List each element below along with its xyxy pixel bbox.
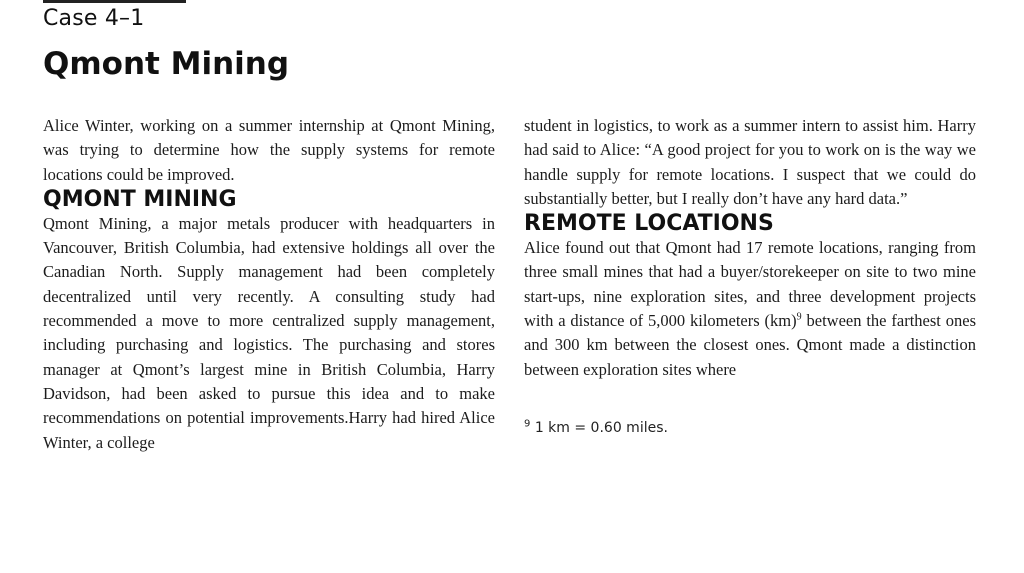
footnote	[524, 420, 976, 436]
section-heading-remote-locations: REMOTE LOCATIONS	[524, 211, 774, 237]
remote-locations-text-part2: between the farthest ones and 300 km between the closest ones. Qmont made a distinction between exploration sites where	[524, 311, 976, 379]
page-title: Qmont Mining	[43, 46, 290, 82]
top-rule	[43, 0, 186, 3]
remote-locations-text-part1: Alice found out that Qmont had 17 remote locations, ranging from three small mines that had a buyer/storekeeper on site to two mine start-ups, nine exploration sites, and three development projects with a distance of 5,000 kilometers (km)	[524, 238, 976, 331]
remote-locations-paragraph	[524, 236, 976, 382]
continuation-paragraph: student in logistics, to work as a summer intern to assist him. Harry had said to Alice: “A good project for you to work on is the way we handle supply for remote locations. I suspect that we could do substantially better, but I really don’t have any hard data.”	[524, 116, 976, 208]
intro-paragraph: Alice Winter, working on a summer internship at Qmont Mining, was trying to determine how the supply systems for remote locations could be improved.	[43, 116, 495, 184]
qmont-mining-paragraph: Qmont Mining, a major metals producer with headquarters in Vancouver, British Columbia, had extensive holdings all over the Canadian North. Supply management had been completely decentralized until very recently. A consulting study had recommended a move to more centralized supply management, including purchasing and logistics. The purchasing and stores manager at Qmont’s largest mine in British Columbia, Harry Davidson, had been asked to pursue this idea and to make recommendations on potential improvements.Harry had hired Alice Winter, a college	[43, 213, 495, 452]
footnote-number: 9	[524, 418, 531, 430]
left-column	[43, 114, 495, 455]
section-heading-qmont-mining: QMONT MINING	[43, 186, 237, 212]
right-column	[524, 114, 976, 436]
case-label: Case 4–1	[43, 6, 145, 31]
footnote-reference: 9	[796, 311, 802, 323]
footnote-text: 1 km = 0.60 miles.	[530, 419, 668, 436]
